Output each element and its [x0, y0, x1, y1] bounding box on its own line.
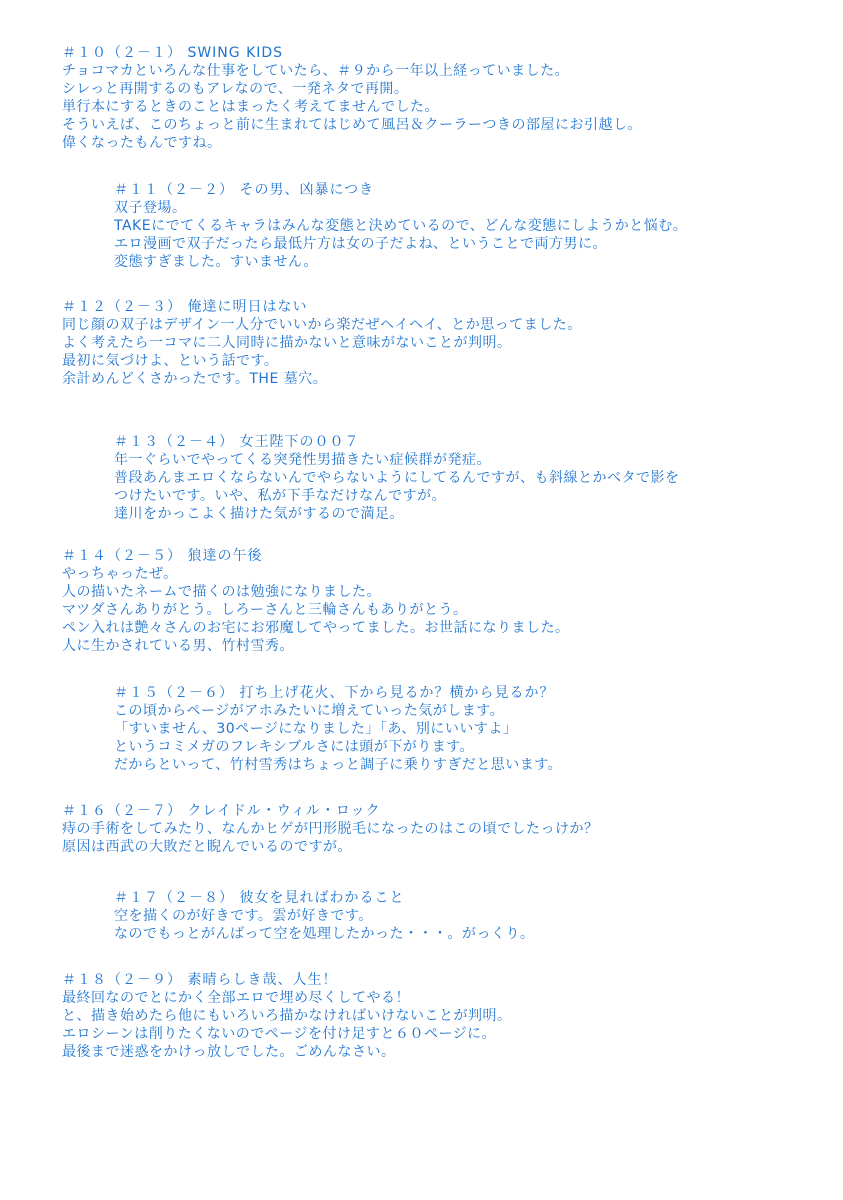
- note-line: 最初に気づけよ、という話です。: [62, 353, 279, 369]
- note-line: この頃からページがアホみたいに増えていった気がします。: [114, 703, 505, 719]
- note-line: つけたいです。いや、私が下手なだけなんですが。: [114, 488, 447, 504]
- episode-title: ＃１２（２－３） 俺達に明日はない: [62, 299, 308, 315]
- episode-11-note: [114, 181, 687, 271]
- note-line: そういえば、このちょっと前に生まれてはじめて風呂＆クーラーつきの部屋にお引越し。: [62, 117, 642, 133]
- note-line: 最終回なのでとにかく全部エロで埋め尽くしてやる！: [62, 990, 410, 1006]
- episode-14-note: [62, 547, 570, 655]
- episode-15-note: [114, 684, 562, 774]
- episode-title: ＃１７（２－８） 彼女を見ればわかること: [114, 890, 405, 906]
- episode-17-note: [114, 889, 535, 943]
- note-line: エロ漫画で双子だったら最低片方は女の子だよね、ということで両方男に。: [114, 236, 607, 252]
- note-line: よく考えたら一コマに二人同時に描かないと意味がないことが判明。: [62, 335, 512, 351]
- note-line: TAKEにでてくるキャラはみんな変態と決めているので、どんな変態にしようかと悩む。: [114, 218, 688, 234]
- episode-10-note: [62, 44, 642, 152]
- note-line: 余計めんどくさかったです。THE 墓穴。: [62, 371, 328, 387]
- note-line: 普段あんまエロくならないんでやらないようにしてるんですが、も斜線とかベタで影を: [114, 470, 680, 486]
- note-line: 偉くなったもんですね。: [62, 135, 222, 151]
- episode-title: ＃１８（２－９） 素晴らしき哉、人生！: [62, 972, 338, 988]
- note-line: ペン入れは艶々さんのお宅にお邪魔してやってました。お世話になりました。: [62, 620, 570, 636]
- episode-title: ＃１０（２－１） SWING KIDS: [62, 45, 284, 61]
- note-line: と、描き始めたら他にもいろいろ描かなければいけないことが判明。: [62, 1008, 512, 1024]
- note-line: 最後まで迷惑をかけっ放しでした。ごめんなさい。: [62, 1044, 396, 1060]
- note-line: 年一ぐらいでやってくる突発性男描きたい症候群が発症。: [114, 452, 491, 468]
- note-line: なのでもっとがんばって空を処理したかった・・・。がっくり。: [114, 926, 535, 942]
- note-line: チョコマカといろんな仕事をしていたら、＃９から一年以上経っていました。: [62, 63, 570, 79]
- episode-title: ＃１６（２－７） クレイドル・ウィル・ロック: [62, 803, 381, 819]
- note-line: 双子登場。: [114, 200, 187, 216]
- note-line: 痔の手術をしてみたり、なんかヒゲが円形脱毛になったのはこの頃でしたっけか？: [62, 821, 599, 837]
- note-line: 変態すぎました。すいません。: [114, 254, 318, 270]
- note-line: マツダさんありがとう。しろーさんと三輪さんもありがとう。: [62, 602, 468, 618]
- episode-title: ＃１５（２－６） 打ち上げ花火、下から見るか？横から見るか？: [114, 685, 555, 701]
- episode-16-note: [62, 802, 599, 856]
- episode-title: ＃１３（２－４） 女王陛下の００７: [114, 434, 360, 450]
- note-line: 「すいません、30ページになりました」「あ、別にいいすよ」: [114, 721, 518, 737]
- note-line: エロシーンは削りたくないのでページを付け足すと６０ページに。: [62, 1026, 497, 1042]
- note-line: やっちゃったぜ。: [62, 566, 178, 582]
- episode-12-note: [62, 298, 582, 388]
- episode-18-note: [62, 971, 512, 1061]
- note-line: 達川をかっこよく描けた気がするので満足。: [114, 506, 404, 522]
- episode-title: ＃１４（２－５） 狼達の午後: [62, 548, 263, 564]
- note-line: だからといって、竹村雪秀はちょっと調子に乗りすぎだと思います。: [114, 757, 563, 773]
- note-line: というコミメガのフレキシブルさには頭が下がります。: [114, 739, 475, 755]
- note-line: 原因は西武の大敗だと睨んでいるのですが。: [62, 839, 352, 855]
- episode-title: ＃１１（２－２） その男、凶暴につき: [114, 182, 375, 198]
- note-line: シレっと再開するのもアレなので、一発ネタで再開。: [62, 81, 409, 97]
- note-line: 単行本にするときのことはまったく考えてませんでした。: [62, 99, 439, 115]
- episode-13-note: [114, 433, 680, 523]
- note-line: 空を描くのが好きです。雲が好きです。: [114, 908, 373, 924]
- note-line: 人の描いたネームで描くのは勉強になりました。: [62, 584, 381, 600]
- note-line: 同じ顔の双子はデザイン一人分でいいから楽だぜヘイヘイ、とか思ってました。: [62, 317, 582, 333]
- note-line: 人に生かされている男、竹村雪秀。: [62, 638, 294, 654]
